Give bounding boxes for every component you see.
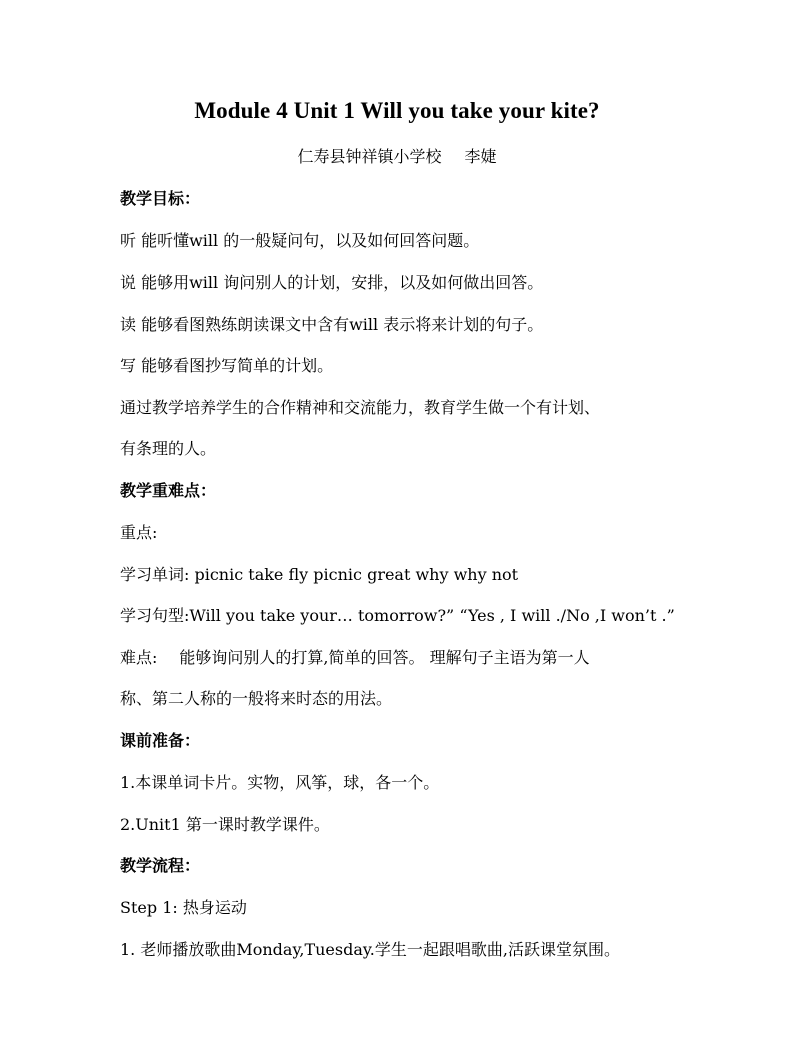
objective-write: 写 能够看图抄写简单的计划。 xyxy=(120,356,334,375)
objective-speak: 说 能够用will 询问别人的计划，安排，以及如何做出回答。 xyxy=(120,273,544,292)
difficult-label: 难点: xyxy=(120,648,158,667)
difficult-line-1 xyxy=(120,645,590,668)
objective-read: 读 能够看图熟练朗读课文中含有will 表示将来计划的句子。 xyxy=(120,315,544,334)
objectives-heading: 教学目标： xyxy=(120,189,201,208)
step-1-item-1: 1. 老师播放歌曲Monday,Tuesday.学生一起跟唱歌曲,活跃课堂氛围。 xyxy=(120,940,620,959)
key-sentences-line: 学习句型:Will you take your… tomorrow?” “Yes , I will ./No ,I won’t .” xyxy=(120,606,675,625)
document-title: Module 4 Unit 1 Will you take your kite? xyxy=(194,98,600,123)
objective-values-line-1: 通过教学培养学生的合作精神和交流能力，教育学生做一个有计划、 xyxy=(120,398,601,417)
key-words-line: 学习单词: picnic take fly picnic great why why not xyxy=(120,565,519,584)
step-1-heading: Step 1: 热身运动 xyxy=(120,898,247,917)
key-difficult-heading: 教学重难点： xyxy=(120,481,217,500)
preparation-item-2: 2.Unit1 第一课时教学课件。 xyxy=(120,815,330,834)
difficult-text: 能够询问别人的打算,简单的回答。 理解句子主语为第一人 xyxy=(179,648,590,667)
procedure-heading: 教学流程： xyxy=(120,856,201,875)
key-points-label: 重点: xyxy=(120,523,158,542)
objective-listen: 听 能听懂will 的一般疑问句，以及如何回答问题。 xyxy=(120,231,480,250)
preparation-heading: 课前准备： xyxy=(120,731,201,750)
preparation-item-1: 1.本课单词卡片。实物，风筝，球，各一个。 xyxy=(120,773,440,792)
author-line: 仁寿县钟祥镇小学校 李婕 xyxy=(297,147,497,166)
difficult-line-2: 称、第二人称的一般将来时态的用法。 xyxy=(120,689,393,708)
objective-values-line-2: 有条理的人。 xyxy=(120,439,217,458)
